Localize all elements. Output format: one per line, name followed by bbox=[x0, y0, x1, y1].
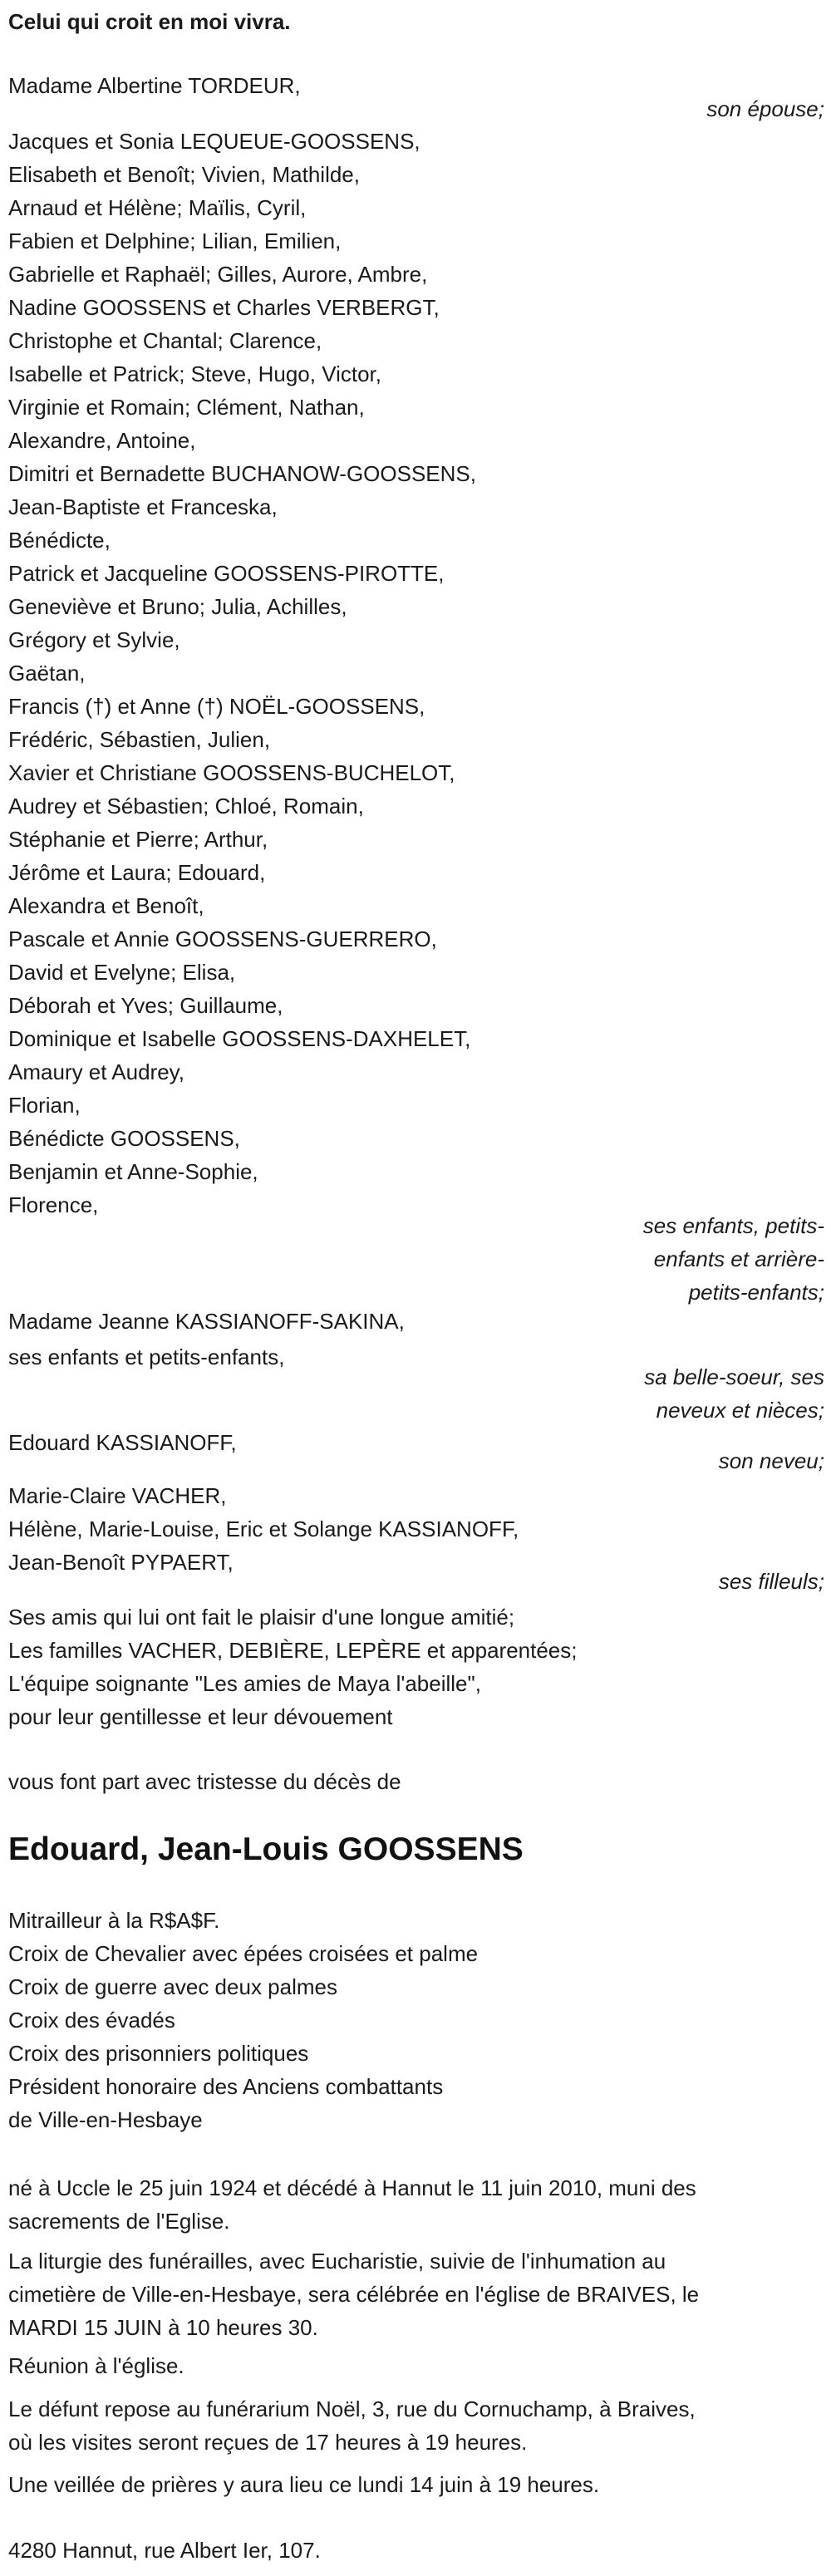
family-line: Stéphanie et Pierre; Arthur, bbox=[8, 827, 268, 852]
honour-line: Croix de guerre avec deux palmes bbox=[8, 1974, 337, 1999]
family-line: Frédéric, Sébastien, Julien, bbox=[8, 727, 271, 752]
family-line: Jérôme et Laura; Edouard, bbox=[8, 860, 266, 885]
quote-heading: Celui qui croit en moi vivra. bbox=[8, 9, 291, 34]
family-line: Dimitri et Bernadette BUCHANOW-GOOSSENS, bbox=[8, 461, 476, 486]
honour-line: Croix des prisonniers politiques bbox=[8, 2041, 309, 2066]
family-line: David et Evelyne; Elisa, bbox=[8, 960, 236, 985]
family-line: Grégory et Sylvie, bbox=[8, 627, 180, 652]
relation-line: ses enfants, petits- bbox=[642, 1213, 824, 1238]
family-line: Francis (†) et Anne (†) NOËL-GOOSSENS, bbox=[8, 694, 425, 719]
family-line: Florian, bbox=[8, 1093, 81, 1118]
family-line: Hélène, Marie-Louise, Eric et Solange KASSIANOFF, bbox=[8, 1517, 519, 1541]
family-line: Gaëtan, bbox=[8, 661, 86, 686]
family-line: Jacques et Sonia LEQUEUE-GOOSSENS, bbox=[8, 129, 420, 154]
sister-in-law-relation bbox=[644, 1360, 824, 1427]
honour-line: Mitrailleur à la R$A$F. bbox=[8, 1908, 220, 1933]
family-line: Xavier et Christiane GOOSSENS-BUCHELOT, bbox=[8, 760, 455, 785]
funeral-info bbox=[8, 2244, 699, 2344]
family-line: Geneviève et Bruno; Julia, Achilles, bbox=[8, 594, 347, 619]
family-line: Madame Jeanne KASSIANOFF-SAKINA, bbox=[8, 1309, 405, 1334]
godchildren-relation: ses filleuls; bbox=[718, 1569, 824, 1594]
others-line: L'équipe soignante "Les amies de Maya l'abeille", bbox=[8, 1671, 481, 1696]
others-line: Ses amis qui lui ont fait le plaisir d'une longue amitié; bbox=[8, 1605, 515, 1630]
meeting-info: Réunion à l'église. bbox=[8, 2353, 184, 2378]
text-line: né à Uccle le 25 juin 1924 et décédé à Hannut le 11 juin 2010, muni des bbox=[8, 2175, 696, 2200]
family-line: Bénédicte GOOSSENS, bbox=[8, 1126, 240, 1151]
honours-list bbox=[8, 1904, 478, 2136]
family-line: Fabien et Delphine; Lilian, Emilien, bbox=[8, 229, 342, 253]
nephew-name: Edouard KASSIANOFF, bbox=[8, 1430, 237, 1455]
family-line: Bénédicte, bbox=[8, 528, 111, 553]
others-line: pour leur gentillesse et leur dévouement bbox=[8, 1704, 393, 1729]
family-line: Isabelle et Patrick; Steve, Hugo, Victor, bbox=[8, 361, 381, 386]
honour-line: Croix de Chevalier avec épées croisées et palme bbox=[8, 1941, 479, 1966]
spouse-relation: son épouse; bbox=[706, 96, 824, 121]
family-line: Alexandra et Benoît, bbox=[8, 893, 204, 918]
family-line: Gabrielle et Raphaël; Gilles, Aurore, Ambre, bbox=[8, 262, 428, 287]
text-line: sacrements de l'Eglise. bbox=[8, 2209, 230, 2234]
others-line: Les familles VACHER, DEBIÈRE, LEPÈRE et apparentées; bbox=[8, 1638, 578, 1663]
family-line: Florence, bbox=[8, 1192, 99, 1217]
family-line: Virginie et Romain; Clément, Nathan, bbox=[8, 395, 365, 420]
nephew-relation: son neveu; bbox=[718, 1448, 824, 1473]
vigil-info: Une veillée de prières y aura lieu ce lundi 14 juin à 19 heures. bbox=[8, 2472, 600, 2497]
family-line: Jean-Baptiste et Franceska, bbox=[8, 494, 278, 519]
honour-line: Président honoraire des Anciens combattants bbox=[8, 2074, 444, 2099]
text-line: où les visites seront reçues de 17 heures à 19 heures. bbox=[8, 2430, 528, 2455]
relation-line: petits-enfants; bbox=[688, 1280, 824, 1305]
family-line: Dominique et Isabelle GOOSSENS-DAXHELET, bbox=[8, 1026, 471, 1051]
family-line: Elisabeth et Benoît; Vivien, Mathilde, bbox=[8, 162, 360, 187]
family-line: Marie-Claire VACHER, bbox=[8, 1483, 227, 1508]
text-line: Le défunt repose au funérarium Noël, 3, rue du Cornuchamp, à Braives, bbox=[8, 2397, 696, 2421]
family-line: Christophe et Chantal; Clarence, bbox=[8, 328, 322, 353]
deceased-name: Edouard, Jean-Louis GOOSSENS bbox=[8, 1831, 524, 1867]
relation-line: sa belle-soeur, ses bbox=[644, 1364, 824, 1389]
family-line: Déborah et Yves; Guillaume, bbox=[8, 993, 283, 1018]
relation-line: neveux et nièces; bbox=[656, 1398, 824, 1423]
visits-info bbox=[8, 2392, 696, 2459]
birth-death bbox=[8, 2171, 696, 2238]
text-line: MARDI 15 JUIN à 10 heures 30. bbox=[8, 2315, 318, 2340]
family-line: Pascale et Annie GOOSSENS-GUERRERO, bbox=[8, 927, 437, 951]
family-line: Benjamin et Anne-Sophie, bbox=[8, 1159, 258, 1184]
spouse-name: Madame Albertine TORDEUR, bbox=[8, 73, 301, 98]
family-line: Amaury et Audrey, bbox=[8, 1059, 184, 1084]
address: 4280 Hannut, rue Albert Ier, 107. bbox=[8, 2538, 321, 2563]
family-line: Nadine GOOSSENS et Charles VERBERGT, bbox=[8, 295, 440, 320]
honour-line: Croix des évadés bbox=[8, 2008, 175, 2033]
godchildren-list bbox=[8, 1479, 519, 1579]
children-list bbox=[8, 125, 476, 1222]
family-line: Jean-Benoît PYPAERT, bbox=[8, 1550, 234, 1575]
family-line: Audrey et Sébastien; Chloé, Romain, bbox=[8, 794, 364, 819]
family-line: Patrick et Jacqueline GOOSSENS-PIROTTE, bbox=[8, 561, 445, 586]
children-relation bbox=[643, 1209, 824, 1309]
family-line: ses enfants et petits-enfants, bbox=[8, 1345, 285, 1369]
text-line: La liturgie des funérailles, avec Eucharistie, suivie de l'inhumation au bbox=[8, 2249, 666, 2274]
announcement: vous font part avec tristesse du décès de bbox=[8, 1769, 401, 1794]
relation-line: enfants et arrière- bbox=[653, 1246, 824, 1271]
others-list bbox=[8, 1600, 577, 1733]
family-line: Alexandre, Antoine, bbox=[8, 428, 196, 453]
family-line: Arnaud et Hélène; Maïlis, Cyril, bbox=[8, 195, 307, 220]
text-line: cimetière de Ville-en-Hesbaye, sera célébrée en l'église de BRAIVES, le bbox=[8, 2282, 700, 2307]
honour-line: de Ville-en-Hesbaye bbox=[8, 2107, 203, 2132]
